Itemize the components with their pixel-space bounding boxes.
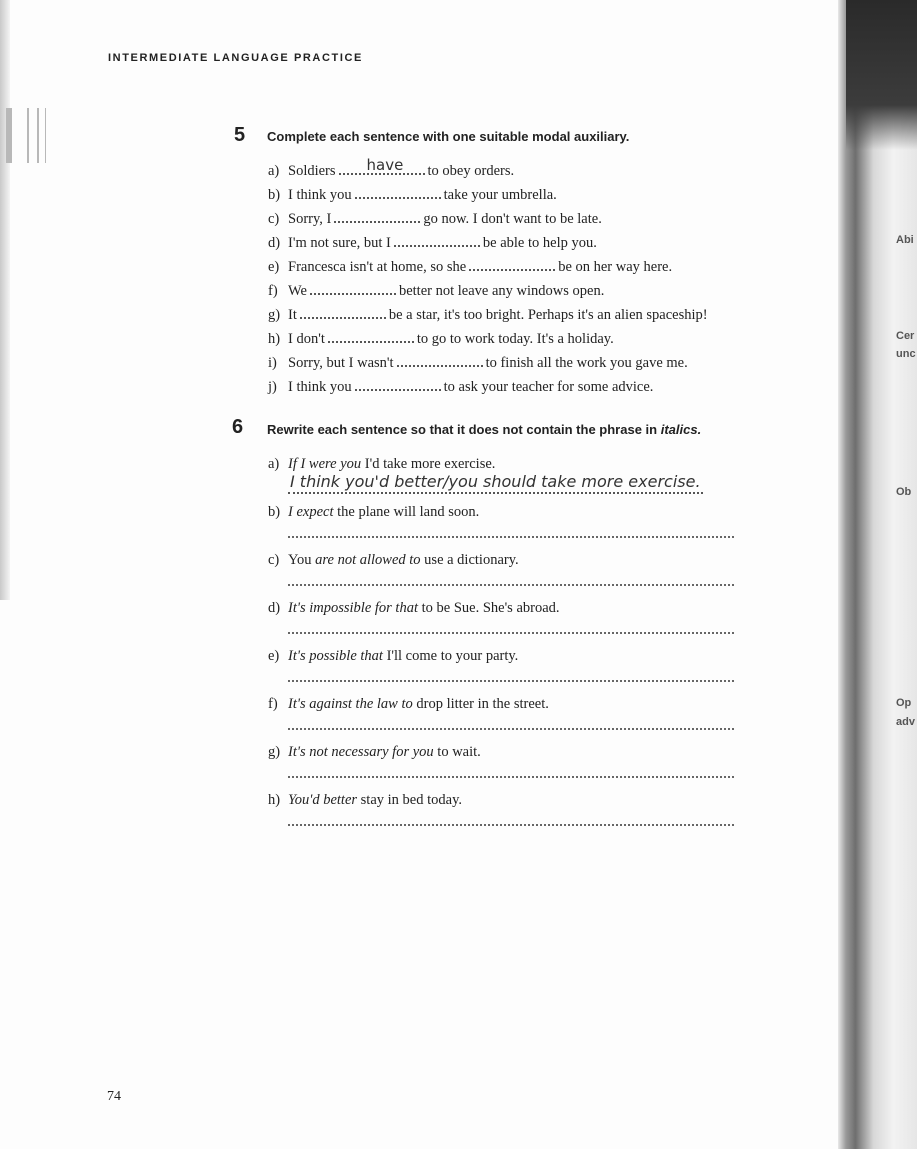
page-curl-shadow xyxy=(846,0,917,150)
ex5-item-c: c) Sorry, I go now. I don't want to be late. xyxy=(268,211,602,227)
ex6-item-b: b) I expect the plane will land soon. xyxy=(268,504,480,520)
exercise-5-instruction: Complete each sentence with one suitable modal auxiliary. xyxy=(267,129,630,144)
ex6-answer-line-b[interactable] xyxy=(288,536,734,538)
edge-fragment-1: Abi xyxy=(896,234,914,246)
ex5-blank-j[interactable] xyxy=(355,379,441,391)
exercise-6-instruction: Rewrite each sentence so that it does not contain the phrase in italics. xyxy=(267,422,702,437)
ex5-blank-f[interactable] xyxy=(310,283,396,295)
ex5-item-g: g) It be a star, it's too bright. Perhaps it's an alien spaceship! xyxy=(268,307,708,323)
ex6-answer-line-c[interactable] xyxy=(288,584,734,586)
edge-fragment-4: Ob xyxy=(896,486,912,498)
page-gutter-shadow xyxy=(0,0,10,600)
handwritten-answer: have xyxy=(366,156,404,174)
ex6-answer-line-h[interactable] xyxy=(288,824,734,826)
ex5-blank-d[interactable] xyxy=(394,235,480,247)
running-head: INTERMEDIATE LANGUAGE PRACTICE xyxy=(108,52,363,64)
ex5-item-h: h) I don't to go to work today. It's a holiday. xyxy=(268,331,614,347)
ex5-blank-c[interactable] xyxy=(334,211,420,223)
ex6-answer-line-d[interactable] xyxy=(288,632,734,634)
ex5-item-j: j) I think you to ask your teacher for some advice. xyxy=(268,379,654,395)
ex5-blank-e[interactable] xyxy=(469,259,555,271)
ex5-blank-a[interactable] xyxy=(339,156,425,175)
ex6-answer-line-e[interactable] xyxy=(288,680,734,682)
exercise-5-number: 5 xyxy=(234,124,246,146)
ex6-example-answer[interactable]: I think you'd better/you should take more exercise. xyxy=(288,472,703,494)
ex6-answer-line-g[interactable] xyxy=(288,776,734,778)
ex6-item-f: f) It's against the law to drop litter in the street. xyxy=(268,696,549,712)
ex5-blank-h[interactable] xyxy=(328,331,414,343)
ex5-blank-g[interactable] xyxy=(300,307,386,319)
ex6-item-e: e) It's possible that I'll come to your party. xyxy=(268,648,519,664)
ex5-blank-i[interactable] xyxy=(397,355,483,367)
adjacent-page-edge xyxy=(838,0,917,1149)
ex5-item-d: d) I'm not sure, but I be able to help you. xyxy=(268,235,597,251)
ex5-item-i: i) Sorry, but I wasn't to finish all the work you gave me. xyxy=(268,355,688,371)
ex5-item-f: f) We better not leave any windows open. xyxy=(268,283,605,299)
ex6-item-g: g) It's not necessary for you to wait. xyxy=(268,744,481,760)
ex5-item-a: a) Soldiers have to obey orders. xyxy=(268,156,515,179)
ex6-answer-line-f[interactable] xyxy=(288,728,734,730)
ex5-blank-b[interactable] xyxy=(355,187,441,199)
exercise-6-number: 6 xyxy=(232,416,244,438)
edge-fragment-6: adv xyxy=(896,716,915,728)
edge-fragment-5: Op xyxy=(896,697,912,709)
binding-marks xyxy=(0,108,60,168)
edge-fragment-3: unc xyxy=(896,348,916,360)
ex5-item-b: b) I think you take your umbrella. xyxy=(268,187,557,203)
ex6-item-d: d) It's impossible for that to be Sue. She's abroad. xyxy=(268,600,560,616)
ex6-item-a: a) If I were you I'd take more exercise. xyxy=(268,456,496,472)
ex6-item-c: c) You are not allowed to use a dictionary. xyxy=(268,552,519,568)
ex6-item-h: h) You'd better stay in bed today. xyxy=(268,792,463,808)
ex5-item-e: e) Francesca isn't at home, so she be on her way here. xyxy=(268,259,673,275)
page-number: 74 xyxy=(107,1089,121,1104)
edge-fragment-2: Cer xyxy=(896,330,915,342)
